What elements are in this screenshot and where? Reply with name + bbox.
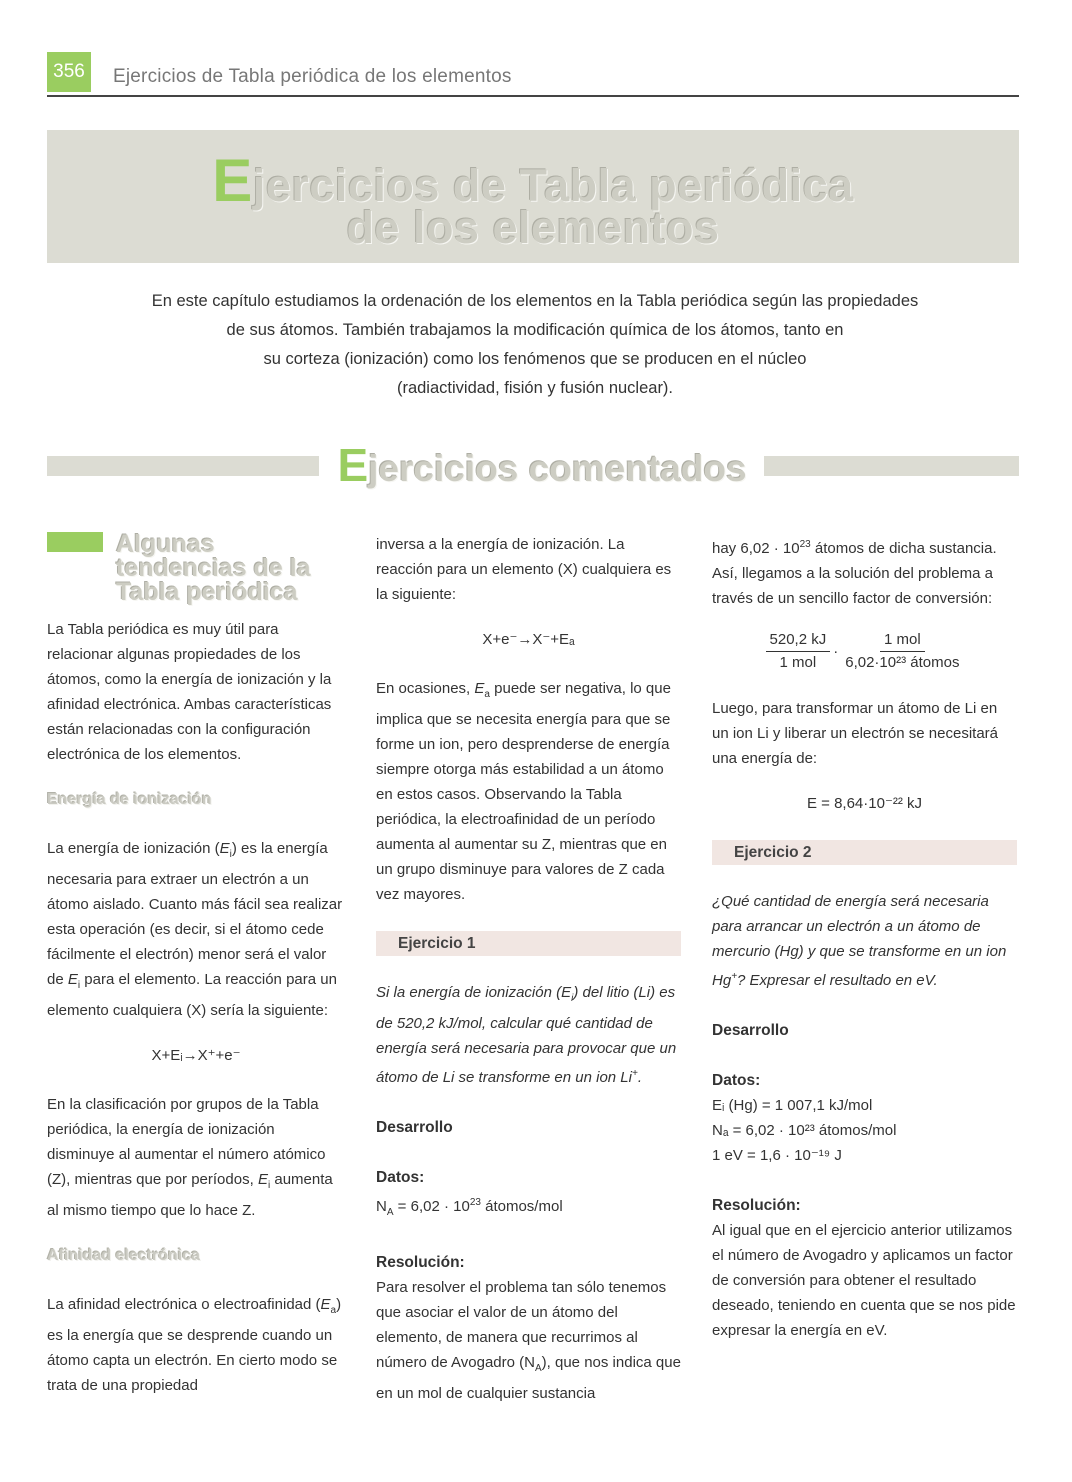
intro-line: de sus átomos. También trabajamos la modificación química de los átomos, tanto en <box>226 321 844 339</box>
datum-avogadro <box>376 1190 681 1225</box>
text: ) del litio (Li) es de 520,2 kJ/mol, calcular qué cantidad de energía será necesaria para provocar que un átomo de Li se transforme en un ion Li <box>376 984 677 1086</box>
chapter-intro <box>110 287 960 403</box>
datum-line: 1 eV = 1,6 · 10⁻¹⁹ J <box>712 1147 842 1164</box>
symbol-subscript: i <box>267 1180 271 1191</box>
text: aumenta al mismo tiempo que lo hace Z. <box>47 1171 333 1219</box>
superscript: + <box>731 971 738 982</box>
text: = 6,02 · 10 <box>393 1198 470 1215</box>
subsection-heading <box>116 532 345 604</box>
resolucion-label: Resolución: <box>712 1197 801 1214</box>
paragraph: Al igual que en el ejercicio anterior utilizamos el número de Avogadro y aplicamos un factor de conversión para obtener el resultado deseado, teniendo en cuenta que se nos pide expresar la energía en eV. <box>712 1222 1016 1339</box>
text: puede ser negativa, lo que implica que se necesita energía para que se forme un ion, pero desprenderse de energía siempre otorga más estabilidad a un átomo en estos casos. Observando la Tabla periódica, la electroafinidad de un período aumenta al aumentar su Z, mientras que en un grupo disminuye para valores de Z cada vez mayores. <box>376 680 671 903</box>
paragraph <box>47 1292 345 1398</box>
text: Si la energía de ionización ( <box>376 984 562 1001</box>
text: ), que nos indica que en un mol de cualquier sustancia <box>376 1354 681 1402</box>
chapter-title <box>47 130 1019 253</box>
multiply-dot: · <box>833 643 839 660</box>
paragraph <box>47 836 345 1023</box>
exercise-2-label: Ejercicio 2 <box>712 840 1017 865</box>
text: Para resolver el problema tan sólo tenemos que asociar el valor de un átomo del elemento, de manera que recurrimos al número de Avogadro (N <box>376 1279 667 1371</box>
symbol-subscript: i <box>571 993 574 1004</box>
section-bar-right <box>764 456 1019 476</box>
chapter-title-initial: E <box>212 147 253 214</box>
page-number: 356 <box>47 52 91 92</box>
fraction <box>766 629 831 674</box>
symbol-subscript: i <box>229 849 232 860</box>
text: átomos/mol <box>480 1198 563 1215</box>
datos-label: Datos: <box>712 1072 761 1089</box>
paragraph: inversa a la energía de ionización. La reacción para un elemento (X) cualquiera es la siguiente: <box>376 536 672 603</box>
text: para el elemento. La reacción para un elemento cualquiera (X) sería la siguiente: <box>47 971 337 1019</box>
symbol: E <box>257 1171 268 1188</box>
column-1 <box>47 532 345 1398</box>
superscript: 23 <box>469 1197 481 1208</box>
text: ) es la energía que se desprende cuando un átomo capta un electrón. En cierto modo se trata de una propiedad <box>47 1296 342 1394</box>
symbol-subscript: a <box>484 689 490 700</box>
section-bar-left <box>47 456 319 476</box>
exercise-2-question <box>712 889 1017 993</box>
symbol: E <box>320 1296 331 1313</box>
chapter-title-line1: jercicios de Tabla periódica <box>252 160 854 211</box>
chapter-title-line2: de los elementos <box>346 202 720 253</box>
text: átomos de dicha sustancia. Así, llegamos a la solución del problema a través de un sencillo factor de conversión: <box>712 540 997 607</box>
symbol-subscript: a <box>330 1305 337 1316</box>
formula-affinity: X+e⁻→X⁻+Eₐ <box>482 631 575 648</box>
denominator: 6,02·10²³ átomos <box>845 654 960 671</box>
heading-line: Tabla periódica <box>116 578 298 606</box>
paragraph: Luego, para transformar un átomo de Li en un ion Li y liberar un electrón se necesitará una energía de: <box>712 700 998 767</box>
exercise-1-question <box>376 980 681 1090</box>
text: ¿Qué cantidad de energía será necesaria para arrancar un electrón a un átomo de mercurio (Hg) y que se transforme en un ion Hg <box>712 893 1007 989</box>
intro-line: su corteza (ionización) como los fenómenos que se producen en el núcleo <box>263 350 807 368</box>
text: La energía de ionización ( <box>47 840 220 857</box>
paragraph <box>47 1092 345 1223</box>
subscript: A <box>386 1207 394 1218</box>
section-title <box>322 438 762 492</box>
intro-line: (radiactividad, fisión y fusión nuclear). <box>396 379 674 397</box>
text: N <box>376 1198 387 1215</box>
text: ? Expresar el resultado en eV. <box>737 972 938 989</box>
intro-line: En este capítulo estudiamos la ordenación de los elementos en la Tabla periódica según las propiedades <box>151 292 919 310</box>
chapter-title-band <box>47 130 1019 263</box>
section-title-initial: E <box>337 439 369 491</box>
superscript: 23 <box>799 539 811 550</box>
superscript: + <box>631 1068 638 1079</box>
column-2 <box>376 532 681 1406</box>
section-title-rest: jercicios comentados <box>368 448 747 489</box>
subheading-ionization: Energía de ionización <box>47 791 212 808</box>
heading-line: Algunas <box>116 530 215 558</box>
heading-line: tendencias de la <box>116 554 311 582</box>
subheading-affinity: Afinidad electrónica <box>47 1247 200 1264</box>
paragraph <box>376 676 681 907</box>
symbol: E <box>474 680 485 697</box>
text: . <box>637 1069 642 1086</box>
numerator: 1 mol <box>880 629 925 652</box>
resolucion-label: Resolución: <box>376 1254 465 1271</box>
exercise-1-label: Ejercicio 1 <box>376 931 681 956</box>
text: La afinidad electrónica o electroafinidad ( <box>47 1296 321 1313</box>
desarrollo-label: Desarrollo <box>712 1022 789 1039</box>
datum-line: Eᵢ (Hg) = 1 007,1 kJ/mol <box>712 1097 873 1114</box>
denominator: 1 mol <box>779 654 817 671</box>
header-rule <box>47 95 1019 97</box>
running-title: Ejercicios de Tabla periódica de los elementos <box>113 66 512 87</box>
desarrollo-label: Desarrollo <box>376 1119 453 1136</box>
fraction <box>841 629 963 674</box>
paragraph <box>712 532 1017 611</box>
datum-line: Nₐ = 6,02 · 10²³ átomos/mol <box>712 1122 897 1139</box>
symbol: E <box>561 984 572 1001</box>
formula-ionization: X+Eᵢ→X⁺+e⁻ <box>151 1047 241 1064</box>
text: En la clasificación por grupos de la Tabla periódica, la energía de ionización disminuye al aumentar el número atómico (Z), mientras que por períodos, <box>47 1096 326 1188</box>
symbol: E <box>219 840 230 857</box>
symbol-subscript: i <box>77 980 81 991</box>
datos-label: Datos: <box>376 1169 425 1186</box>
text: En ocasiones, <box>376 680 475 697</box>
symbol: E <box>67 971 78 988</box>
column-3 <box>712 532 1017 1343</box>
numerator: 520,2 kJ <box>766 629 831 652</box>
paragraph: La Tabla periódica es muy útil para relacionar algunas propiedades de los átomos, como la energía de ionización y la afinidad electrónica. Ambas características están relacionadas con la configuración electrónica de los elementos. <box>47 621 332 763</box>
conversion-factor <box>712 629 1017 674</box>
result-formula: E = 8,64·10⁻²² kJ <box>806 795 923 812</box>
subscript: A <box>535 1363 542 1374</box>
paragraph <box>376 1275 681 1406</box>
text: ) es la energía necesaria para extraer un electrón a un átomo aislado. Cuanto más fácil sea realizar esta operación (es decir, si el átomo cede fácilmente el electrón) menor será el valor de <box>47 840 343 988</box>
text: hay 6,02 · 10 <box>712 540 800 557</box>
